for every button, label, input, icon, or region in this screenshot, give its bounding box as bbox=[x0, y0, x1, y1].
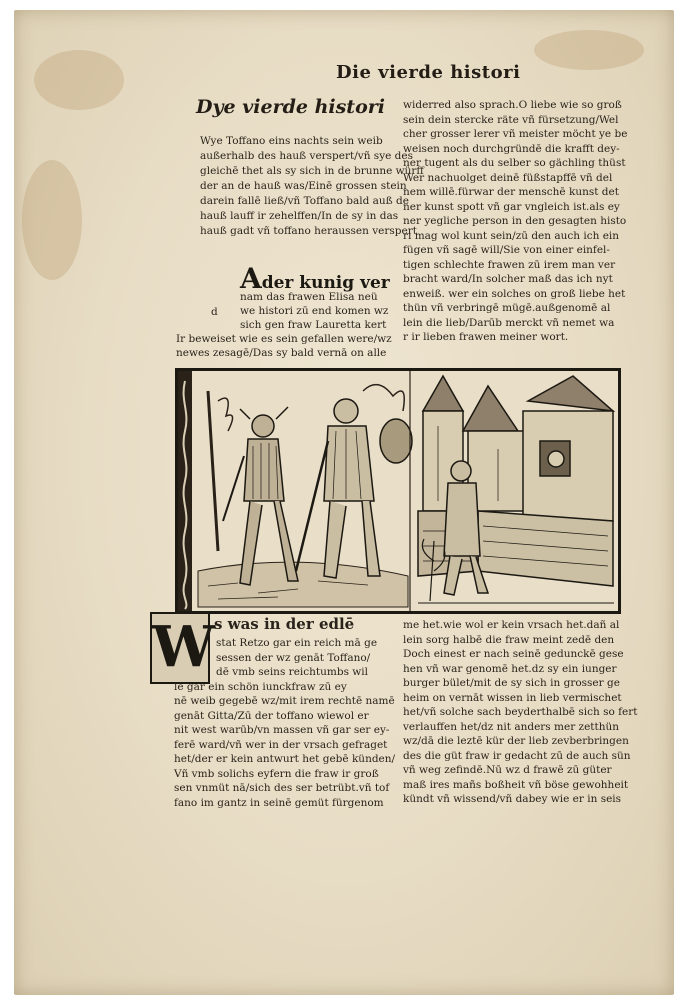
woodcut-svg bbox=[178, 371, 618, 611]
left-column-after-heading bbox=[176, 290, 398, 362]
foxing-stain bbox=[534, 30, 644, 70]
text-line: nit west warūb/vn massen vñ gar ser ey- bbox=[174, 724, 390, 736]
text-line: hauß gadt vñ toffano heraussen verspert bbox=[200, 225, 417, 237]
text-line: nem willē.fürwar der menschē kunst det bbox=[403, 186, 619, 198]
text-line: me het.wie wol er kein vrsach het.dañ al bbox=[403, 619, 620, 631]
figure-center bbox=[296, 399, 412, 578]
right-column-top bbox=[403, 98, 628, 348]
text-line: darein fallē ließ/vñ Toffano bald auß de bbox=[200, 195, 409, 207]
text-line: verlauffen het/dz nit anders mer zetthün bbox=[403, 720, 620, 733]
text-line: we histori zū end komen wz bbox=[240, 305, 389, 317]
foxing-stain bbox=[34, 50, 124, 110]
text-line: het/vñ solche sach beyderthalbē sich so fert bbox=[403, 706, 638, 718]
text-line: hauß lauff ir zehelffen/In de sy in das bbox=[200, 210, 399, 222]
text-line: kündt vñ wissend/vñ dabey wie er in seis bbox=[403, 793, 622, 805]
text-line: lein die lieb/Darūb merckt vñ nemet wa bbox=[403, 316, 615, 329]
text-line: gleichē thet als sy sich in de brunne würff bbox=[200, 165, 424, 177]
left-column-bottom bbox=[174, 636, 398, 816]
text-line: sein dein stercke räte vñ fürsetzung/Wel bbox=[403, 113, 619, 126]
running-head: Die vierde histori bbox=[336, 62, 521, 83]
text-line: Wye Toffano eins nachts sein weib bbox=[200, 135, 383, 147]
text-line: heim on vernāt wissen in lieb vermischet bbox=[403, 691, 622, 704]
text-line: Vñ vmb solichs eyfern die fraw ir groß bbox=[174, 767, 379, 780]
text-line: ferē ward/vñ wer in der vrsach gefraget bbox=[174, 738, 388, 751]
text-line: het/der er kein antwurt het gebē künden/ bbox=[174, 753, 396, 765]
section-heading bbox=[240, 262, 400, 295]
text-line: wz/dā die leztē kür der lieb zevberbringen bbox=[403, 735, 629, 747]
text-line: ri mag wol kunt sein/zū den auch ich ein bbox=[403, 229, 620, 242]
text-line: enweiß. wer ein solches on groß liebe het bbox=[403, 287, 626, 300]
text-line: fügen vñ sagē will/Sie von einer einfel- bbox=[403, 244, 610, 256]
decorated-initial: W bbox=[150, 612, 210, 684]
text-line: bracht ward/In solcher maß das ich nyt bbox=[403, 273, 613, 285]
text-line: Doch einest er nach seinē gedunckē gese bbox=[403, 648, 624, 660]
text-line: ner yegliche person in den gesagten histo bbox=[403, 215, 627, 227]
text-line: ner tugent als du selber so gächling thüst bbox=[403, 157, 626, 169]
text-line: sen vnmüt nā/sich des ser betrübt.vñ tof bbox=[174, 782, 390, 794]
text-line: weisen noch durchgründē die krafft dey- bbox=[403, 142, 620, 155]
text-line: tigen schlechte frawen zū irem man ver bbox=[403, 258, 616, 271]
left-column-top bbox=[200, 134, 424, 237]
text-line: hen vñ war genomē het.dz sy ein iunger bbox=[403, 662, 617, 675]
text-line: nam das frawen Elisa neü bbox=[240, 291, 378, 303]
text-line: Wer nachuolget deinē füßstapffē vñ del bbox=[403, 171, 613, 184]
text-line: der an de hauß was/Einē grossen stein bbox=[200, 180, 407, 192]
right-column-bottom bbox=[403, 618, 638, 818]
text-line: ner kunst spott vñ gar vngleich ist.als ey bbox=[403, 200, 620, 213]
text-line: nē weib gegebē wz/mit irem rechtē namē bbox=[174, 695, 395, 707]
text-line: dē vmb seins reichtumbs wil bbox=[216, 666, 368, 678]
text-line: sich gen fraw Lauretta kert bbox=[240, 319, 387, 331]
text-line: thün vñ verbringē mügē.außgenomē al bbox=[403, 302, 611, 314]
text-line: cher grosser lerer vñ meister möcht ye be bbox=[403, 128, 628, 140]
heading-initial: A bbox=[240, 262, 262, 295]
woodcut-illustration bbox=[175, 368, 621, 614]
figure-left bbox=[223, 407, 298, 585]
text-line: Ir beweiset wie es sein gefallen were/wz bbox=[176, 333, 392, 345]
text-line: r ir lieben frawen meiner wort. bbox=[403, 331, 569, 343]
foxing-stain bbox=[22, 160, 82, 280]
text-line: außerhalb des hauß verspert/vñ sye des bbox=[200, 150, 413, 162]
initial-line: s was in der edlē bbox=[214, 615, 355, 633]
text-line: vñ weg zefindē.Nū wz d frawē zū güter bbox=[403, 764, 612, 776]
text-line: newes zesagē/Das sy bald vernā on alle bbox=[176, 347, 387, 359]
text-line: stat Retzo gar ein reich mā ge bbox=[216, 637, 378, 649]
column-title: Dye vierde histori bbox=[196, 96, 385, 118]
text-line: lē gar ein schön iunckfraw zū ey bbox=[174, 680, 347, 693]
text-line: maß ires mañs boßheit vñ böse gewohheit bbox=[403, 778, 629, 791]
text-line: widerred also sprach.O liebe wie so groß bbox=[403, 99, 622, 111]
text-line: fano im gantz in seinē gemüt fürgenom bbox=[174, 796, 384, 809]
heading-text: der kunig ver bbox=[261, 273, 390, 293]
text-line: sessen der wz genāt Toffano/ bbox=[216, 651, 371, 664]
text-line: des die güt fraw ir gedacht zū de auch sün bbox=[403, 749, 631, 762]
text-line: burger bület/mit de sy sich in grosser ge bbox=[403, 677, 620, 689]
text-line: genāt Gitta/Zū der toffano wiewol er bbox=[174, 709, 369, 722]
text-line: lein sorg halbē die fraw meint zedē den bbox=[403, 633, 615, 646]
marginal-letter: d bbox=[211, 306, 218, 318]
